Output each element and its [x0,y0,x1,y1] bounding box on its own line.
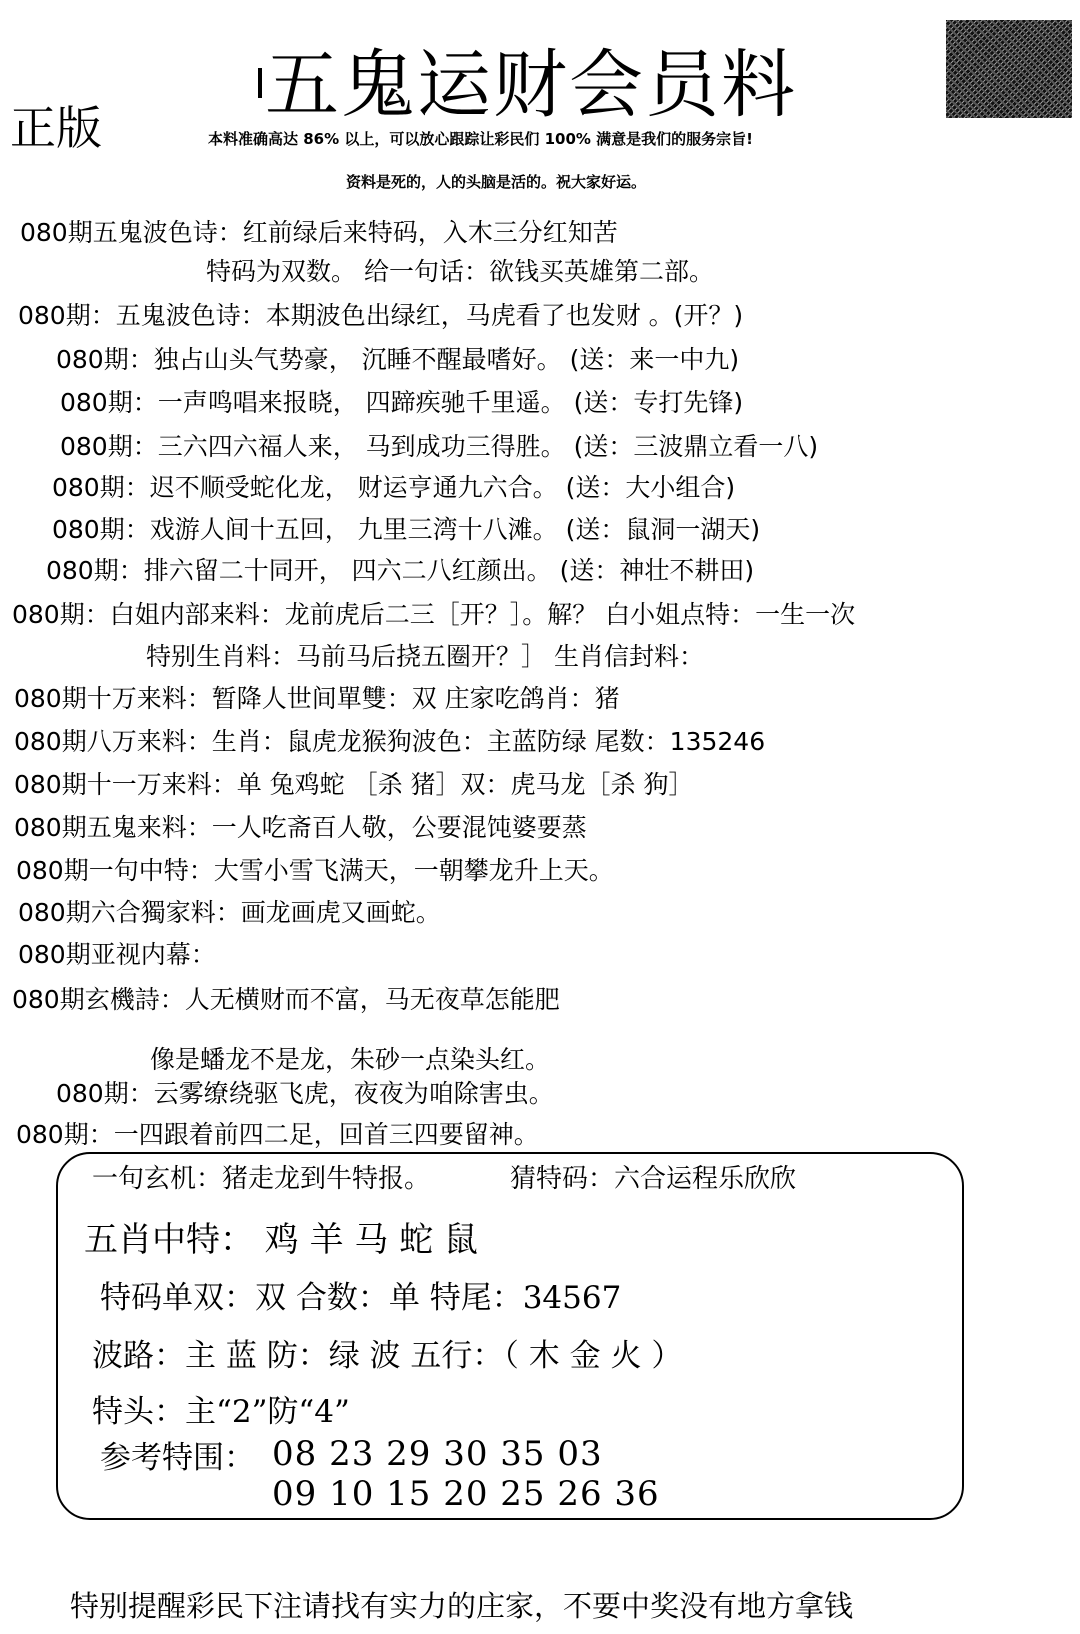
box-wuxiao: 五肖中特： 鸡 羊 马 蛇 鼠 [84,1220,479,1260]
line-21: 080期：云雾缭绕驱飞虎，夜夜为咱除害虫。 [56,1079,554,1108]
box-numbers-row-1: 08 23 29 30 35 03 [272,1434,603,1474]
box-bolu: 波路：主 蓝 防：绿 波 五行：（ 木 金 火 ） [92,1338,683,1374]
box-tetou: 特头：主“2”防“4” [92,1394,350,1430]
line-13: 080期八万来料：生肖：鼠虎龙猴狗波色：主蓝防绿 尾数：135246 [14,727,766,756]
slogan-2: 资料是死的，人的头脑是活的。祝大家好运。 [346,173,647,191]
footer-reminder: 特别提醒彩民下注请找有实力的庄家，不要中奖没有地方拿钱 [70,1589,854,1623]
line-2: 特码为双数。 给一句话：欲钱买英雄第二部。 [206,257,714,286]
slogan-1: 本料准确高达 86% 以上，可以放心跟踪让彩民们 100% 满意是我们的服务宗旨! [208,130,753,148]
line-3: 080期：五鬼波色诗：本期波色出绿红，马虎看了也发财 。(开？) [18,301,744,330]
line-5: 080期：一声鸣唱来报晓， 四蹄疾驰千里遥。 (送：专打先锋) [60,388,744,417]
line-11: 特别生肖料：马前马后挠五圈开？］ 生肖信封料： [146,642,704,671]
line-16: 080期一句中特：大雪小雪飞满天，一朝攀龙升上天。 [16,856,614,885]
title-bar-mark [258,68,262,98]
line-7: 080期：迟不顺受蛇化龙， 财运亨通九六合。 (送：大小组合) [52,473,736,502]
line-9: 080期：排六留二十同开， 四六二八红颜出。 (送：神壮不耕田) [46,556,755,585]
line-17: 080期六合獨家料：画龙画虎又画蛇。 [18,898,441,927]
box-caitema: 猜特码：六合运程乐欣欣 [510,1164,797,1194]
box-numbers-row-2: 09 10 15 20 25 26 36 [272,1474,660,1514]
line-14: 080期十一万来料：单 兔鸡蛇 ［杀 猪］双：虎马龙［杀 狗］ [14,770,694,799]
box-danshuang: 特码单双：双 合数：单 特尾：34567 [100,1280,622,1316]
line-15: 080期五鬼来料：一人吃斋百人敬，公要混饨婆要蒸 [14,813,587,842]
line-8: 080期：戏游人间十五回， 九里三湾十八滩。 (送：鼠洞一湖天) [52,515,761,544]
box-cankao-label: 参考特围： [100,1440,255,1476]
line-6: 080期：三六四六福人来， 马到成功三得胜。 (送：三波鼎立看一八) [60,432,819,461]
qr-code-icon [946,20,1072,118]
line-1: 080期五鬼波色诗：红前绿后来特码，入木三分红知苦 [20,218,618,247]
box-xuanji: 一句玄机：猪走龙到牛特报。 [92,1164,431,1194]
page-title: 五鬼运财会员料 [265,42,797,128]
line-4: 080期：独占山头气势豪， 沉睡不醒最嗜好。 (送：来一中九) [56,345,740,374]
line-22: 080期：一四跟着前四二足，回首三四要留神。 [16,1120,539,1149]
line-18: 080期亚视内幕： [18,940,216,969]
line-10: 080期：白姐内部来料：龙前虎后二三［开？］。解？ 白小姐点特：一生一次 [12,600,856,629]
line-12: 080期十万来料：暂降人世间單雙：双 庄家吃鸽肖：猪 [14,684,620,713]
zhengban-badge: 正版 [10,101,102,155]
line-19: 080期玄機詩：人无横财而不富，马无夜草怎能肥 [12,985,560,1014]
line-20: 像是蟠龙不是龙，朱砂一点染头红。 [150,1045,551,1074]
